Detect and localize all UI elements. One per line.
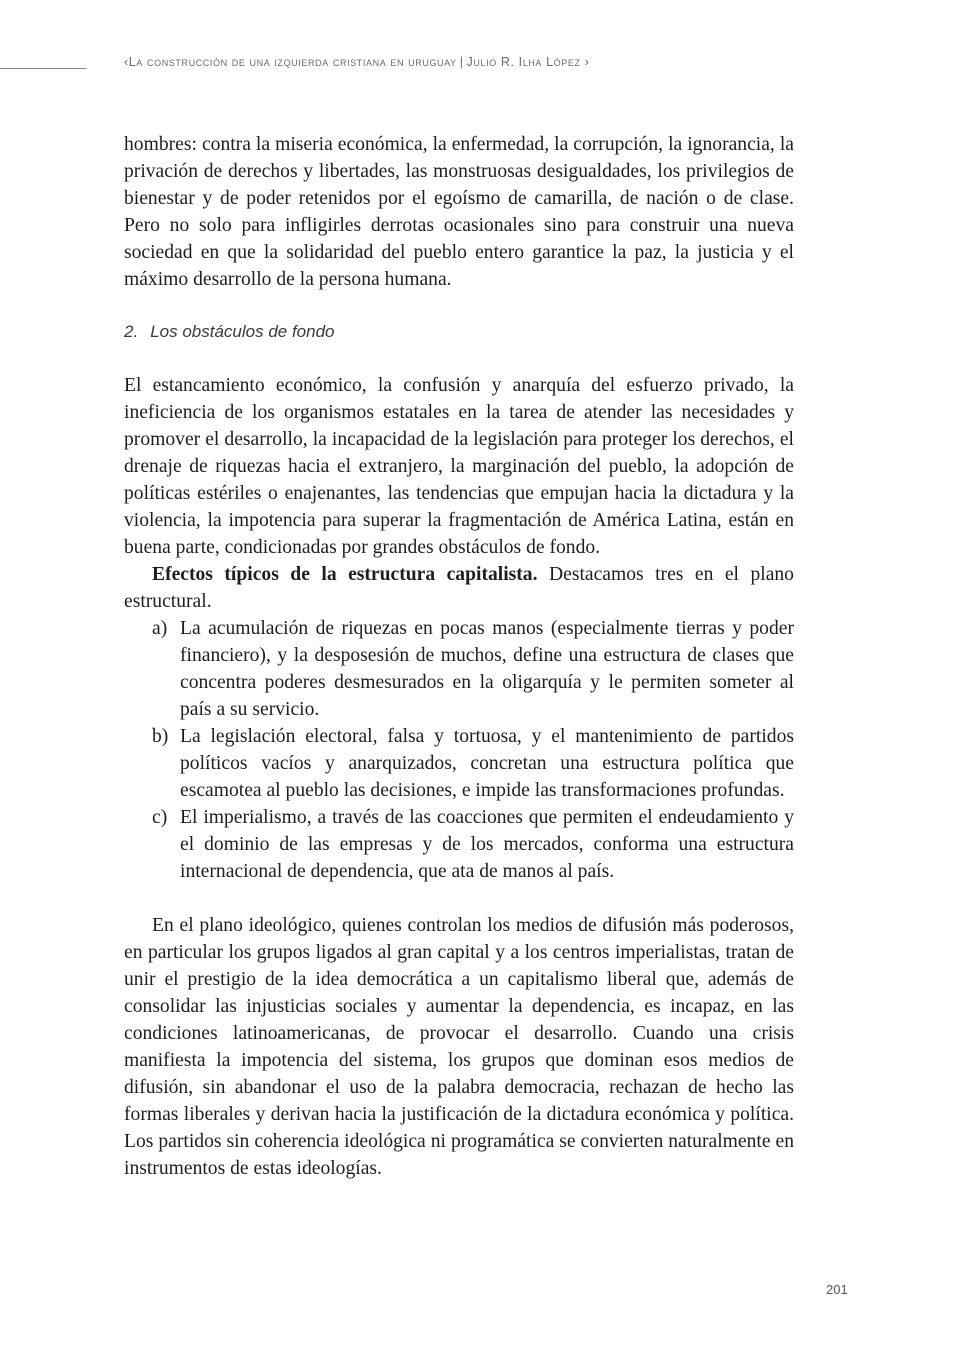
paragraph-4: En el plano ideológico, quienes controlan los medios de difusión más poderosos, en particular los grupos ligados al gran capital y a los centros imperialistas, tratan de unir el prestigio de la idea democrática a un capitalismo liberal que, además de consolidar las injusticias sociales y aumentar la dependencia, es incapaz, en las condiciones latinoamericanas, de provocar el desarrollo. Cuando una crisis manifiesta la impotencia del sistema, los grupos que dominan esos medios de difusión, sin abandonar el uso de la palabra democracia, rechazan de hecho las formas liberales y derivan hacia la justificación de la dictadura económica y política. Los partidos sin coherencia ideológica ni programática se convierten naturalmente en instrumentos de estas ideologías. <box>124 915 794 1179</box>
section-heading <box>124 318 794 345</box>
list-marker: a) <box>152 618 168 639</box>
list-marker: b) <box>152 726 169 747</box>
section-number: 2. <box>124 322 139 341</box>
list-item <box>124 615 794 723</box>
header-separator: | <box>459 55 464 69</box>
body-text <box>124 131 794 1182</box>
list-item <box>124 804 794 885</box>
section-title: Los obstáculos de fondo <box>150 322 335 341</box>
paragraph-1: hombres: contra la miseria económica, la enfermedad, la corrupción, la ignorancia, la privación de derechos y libertades, las monstruosas desigualdades, los privilegios de bienestar y de poder retenidos por el egoísmo de camarilla, de nación o de clase. Pero no solo para infligirles derrotas ocasionales sino para construir una nueva sociedad en que la solidaridad del pueblo entero garantice la paz, la justicia y el máximo desarrollo de la persona humana. <box>124 134 794 290</box>
list-item <box>124 723 794 804</box>
page-number: 201 <box>826 1282 848 1297</box>
structural-effects-list <box>124 615 794 885</box>
author-name: Julio R. Ilha López › <box>466 55 590 69</box>
list-item-text: La acumulación de riquezas en pocas manos (especialmente tierras y poder financiero), y la desposesión de muchos, define una estructura de clases que concentra poderes desmesurados en la oligarquía y le permiten someter al país a su servicio. <box>180 618 794 720</box>
paragraph-3 <box>124 561 794 615</box>
paragraph-3-rest: Destacamos tres en el plano estructural. <box>124 564 794 612</box>
list-item-text: El imperialismo, a través de las coacciones que permiten el endeudamiento y el dominio de las empresas y de los mercados, conforma una estructura internacional de dependencia, que ata de manos al país. <box>180 807 794 882</box>
paragraph-3-lead: Efectos típicos de la estructura capitalista. <box>152 564 538 585</box>
header-rule <box>0 68 86 69</box>
book-title: ‹La construcción de una izquierda cristiana en uruguay <box>124 55 457 69</box>
list-marker: c) <box>152 807 168 828</box>
paragraph-gap <box>124 885 794 912</box>
running-head <box>124 55 864 69</box>
list-item-text: La legislación electoral, falsa y tortuosa, y el mantenimiento de partidos políticos vacíos y anarquizados, concretan una estructura política que escamotea al pueblo las decisiones, e impide las transformaciones profundas. <box>180 726 794 801</box>
paragraph-2: El estancamiento económico, la confusión y anarquía del esfuerzo privado, la ineficiencia de los organismos estatales en la tarea de atender las necesidades y promover el desarrollo, la incapacidad de la legislación para proteger los derechos, el drenaje de riquezas hacia el extranjero, la marginación del pueblo, la adopción de políticas estériles o enajenantes, las tendencias que empujan hacia la dictadura y la violencia, la impotencia para superar la fragmentación de América Latina, están en buena parte, condicionadas por grandes obstáculos de fondo. <box>124 375 794 558</box>
